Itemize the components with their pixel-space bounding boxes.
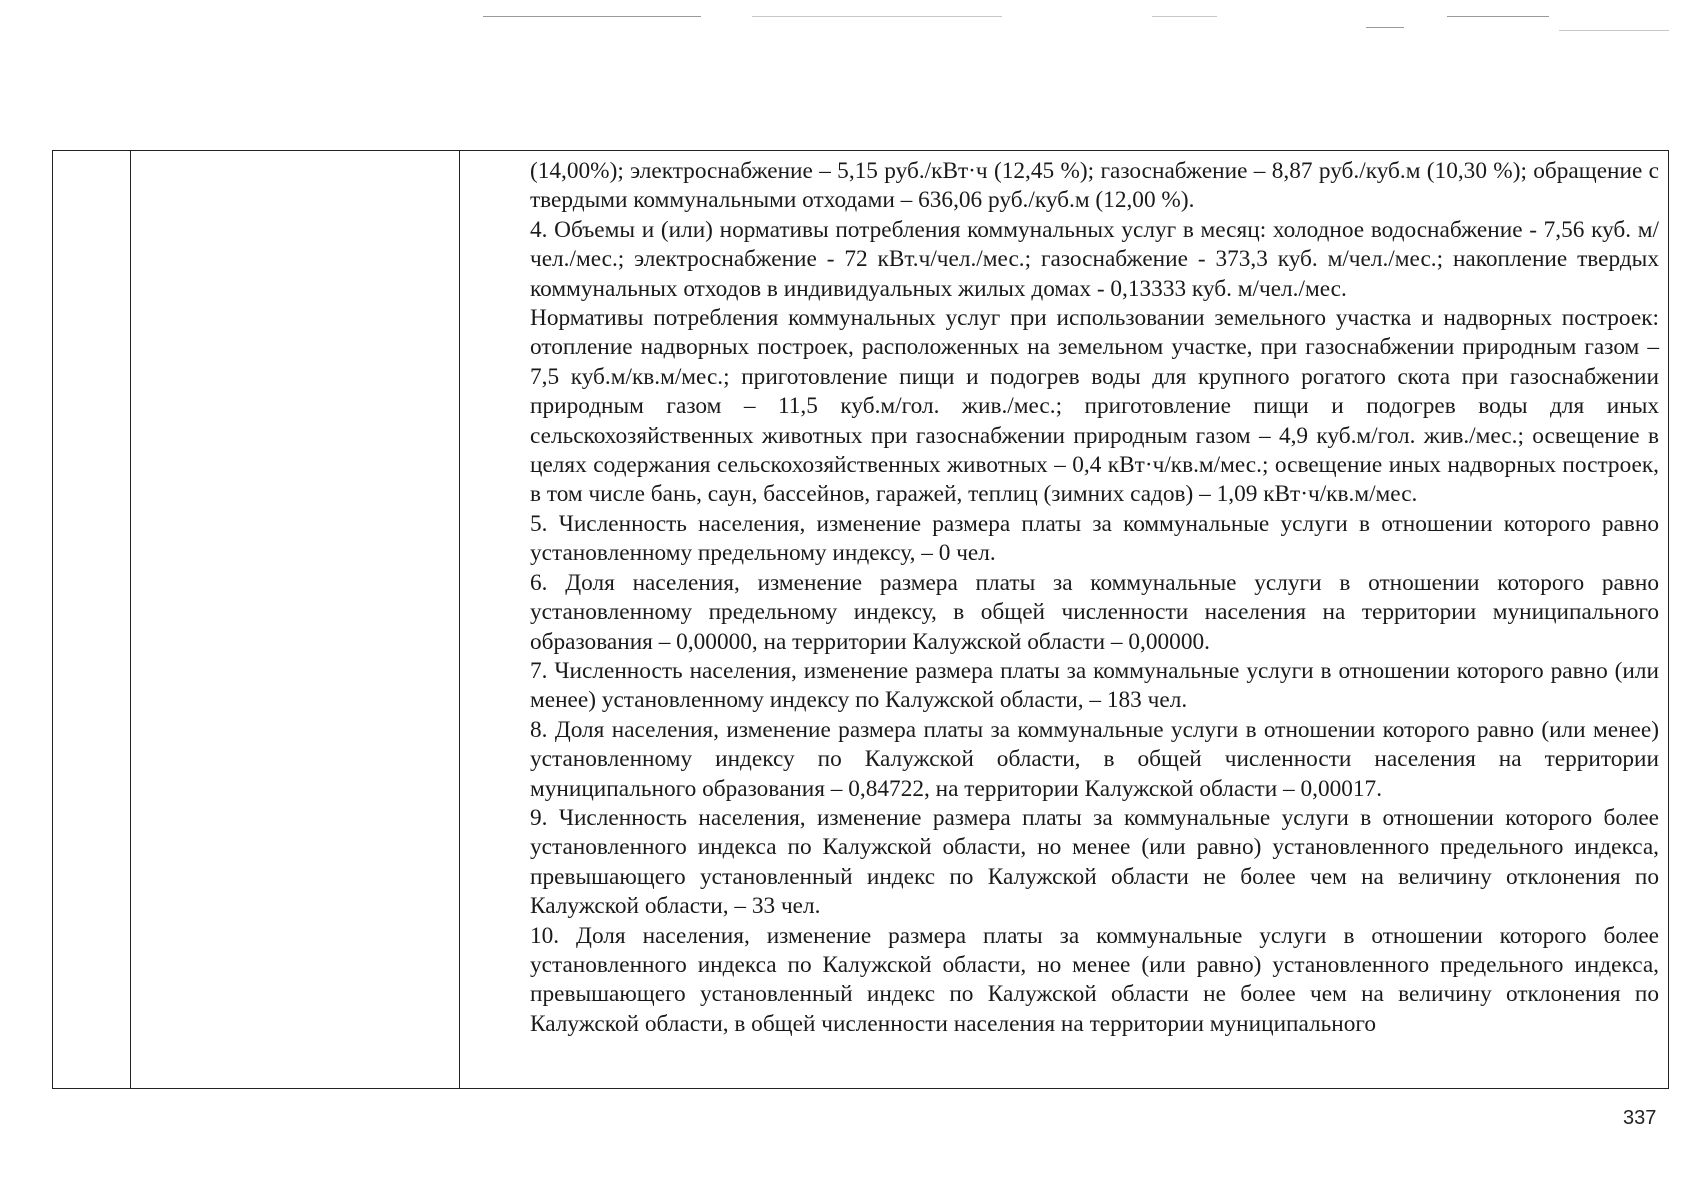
table-column-divider: [459, 151, 460, 1088]
paragraph-item-8: 8. Доля населения, изменение размера платы за коммунальные услуги в отношении которого равно (или менее) установленному индексу по Калужской области, в общей численности населения на территории муниципального образования – 0,84722, на территории Калужской области – 0,00017.: [530, 716, 1659, 802]
paragraph-tariffs-continued: (14,00%); электроснабжение – 5,15 руб./кВт·ч (12,45 %); газоснабжение – 8,87 руб./куб.м (10,30 %); обращение с твердыми коммунальными отходами – 636,06 руб./куб.м (12,00 %).: [530, 158, 1659, 214]
scan-artifact-line: [1447, 16, 1549, 17]
paragraph-item-9: 9. Численность населения, изменение размера платы за коммунальные услуги в отношении которого более установленного индекса по Калужской области, но менее (или равно) установленного предельного индекса, превышающего установленный индекс по Калужской области не более чем на величину отклонения по Калужской области, – 33 чел.: [530, 804, 1659, 920]
page-number: 337: [1623, 1107, 1657, 1129]
document-table: [52, 150, 1669, 1089]
scan-artifact-line: [1366, 27, 1404, 28]
paragraph-item-4: 4. Объемы и (или) нормативы потребления коммунальных услуг в месяц: холодное водоснабжение - 7,56 куб. м/чел./мес.; электроснабжение - 72 кВт.ч/чел./мес.; газоснабжение - 373,3 куб. м/чел./мес.; накопление твердых коммунальных отходов в индивидуальных жилых домах - 0,13333 куб. м/чел./мес.: [530, 216, 1659, 302]
table-cell-content: [530, 157, 1659, 1039]
paragraph-item-10: 10. Доля населения, изменение размера платы за коммунальные услуги в отношении которого более установленного индекса по Калужской области, но менее (или равно) установленного предельного индекса, превышающего установленный индекс по Калужской области не более чем на величину отклонения по Калужской области, в общей численности населения на территории муниципального: [530, 922, 1659, 1037]
table-column-divider: [130, 151, 131, 1088]
scan-artifact-line: [483, 16, 701, 17]
scan-artifact-line: [1152, 16, 1217, 17]
paragraph-item-5: 5. Численность населения, изменение размера платы за коммунальные услуги в отношении которого равно установленному предельному индексу, – 0 чел.: [530, 510, 1659, 567]
paragraph-item-6: 6. Доля населения, изменение размера платы за коммунальные услуги в отношении которого равно установленному предельному индексу, в общей численности населения на территории муниципального образования – 0,00000, на территории Калужской области – 0,00000.: [530, 569, 1659, 655]
paragraph-norms: Нормативы потребления коммунальных услуг при использовании земельного участка и надворных построек: отопление надворных построек, расположенных на земельном участке, при газоснабжении природным газом – 7,5 куб.м/кв.м/мес.; приготовление пищи и подогрев воды для крупного рогатого скота при газоснабжении природным газом – 11,5 куб.м/гол. жив./мес.; приготовление пищи и подогрев воды для иных сельскохозяйственных животных при газоснабжении природным газом – 4,9 куб.м/гол. жив./мес.; освещение в целях содержания сельскохозяйственных животных – 0,4 кВт·ч/кв.м/мес.; освещение иных надворных построек, в том числе бань, саун, бассейнов, гаражей, теплиц (зимних садов) – 1,09 кВт·ч/кв.м/мес.: [530, 305, 1659, 508]
scan-artifact-line: [752, 16, 1002, 17]
paragraph-item-7: 7. Численность населения, изменение размера платы за коммунальные услуги в отношении которого равно (или менее) установленному индексу по Калужской области, – 183 чел.: [530, 657, 1659, 714]
scan-artifact-line: [1559, 30, 1669, 31]
